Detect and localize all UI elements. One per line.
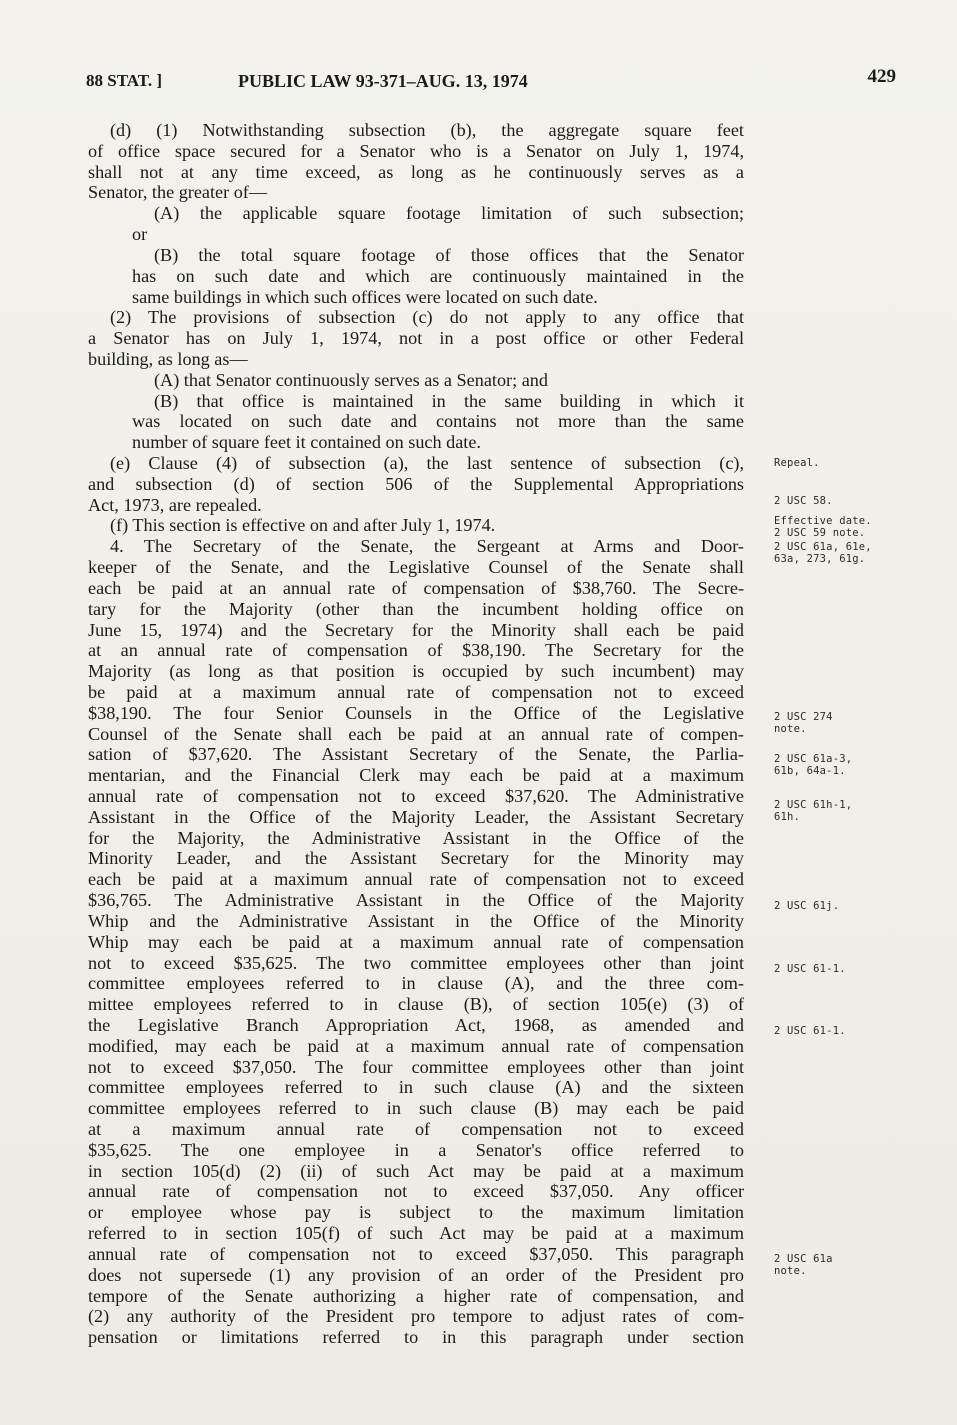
text-line: tary for the Majority (other than the incumbent holding office on [88,598,744,619]
text-line: (e) Clause (4) of subsection (a), the last sentence of subsection (c), [110,453,744,473]
text-line: and subsection (d) of section 506 of the Supplemental Appropriations [88,473,744,494]
text-line: Assistant in the Office of the Majority Leader, the Assistant Secretary [88,806,744,827]
margin-note-citation: 2 USC 61-1. [774,1025,846,1037]
text-line: in section 105(d) (2) (ii) of such Act may be paid at a maximum [88,1160,744,1181]
text-line: Counsel of the Senate shall each be paid at an annual rate of compen- [88,723,744,744]
text-line: (d) (1) Notwithstanding subsection (b), the aggregate square feet [110,120,744,140]
text-line: (2) The provisions of subsection (c) do not apply to any office that [110,307,744,328]
margin-note-citation: 2 USC 61a, 61e, 63a, 273, 61g. [774,541,872,565]
text-line: committee employees referred to in such clause (A) and the sixteen [88,1077,744,1098]
text-line: committee employees referred to in such clause (B) may each be paid [88,1098,744,1119]
text-line: not to exceed $37,050. The four committee employees other than joint [88,1056,744,1077]
text-line: a Senator has on July 1, 1974, not in a post office or other Federal [88,328,744,349]
margin-note-citation: 2 USC 61-1. [774,963,846,975]
body-text [88,120,744,1348]
text-line: Majority (as long as that position is occupied by such incumbent) may [88,661,744,682]
text-line: committee employees referred to in clause (A), and the three com- [88,973,744,994]
text-line: (f) This section is effective on and after July 1, 1974. [110,515,496,536]
text-line: annual rate of compensation not to exceed $37,620. The Administrative [88,786,744,806]
text-line: referred to in section 105(f) of such Act may be paid at a maximum [88,1223,744,1244]
text-line: number of square feet it contained on such date. [132,432,481,453]
text-line: has on such date and which are continuously maintained in the [132,265,744,286]
text-line: $38,190. The four Senior Counsels in the Office of the Legislative [88,702,744,723]
text-line: sation of $37,620. The Assistant Secretary of the Senate, the Parlia- [88,744,744,765]
text-line: Act, 1973, are repealed. [88,494,262,515]
text-line: annual rate of compensation not to exceed $37,050. Any officer [88,1181,744,1202]
text-line: the Legislative Branch Appropriation Act, 1968, as amended and [88,1014,744,1035]
text-line: does not supersede (1) any provision of an order of the President pro [88,1264,744,1285]
running-title: PUBLIC LAW 93-371–AUG. 13, 1974 [238,71,528,91]
text-line: each be paid at a maximum annual rate of compensation not to exceed [88,869,744,890]
margin-note-effective-date: Effective date. 2 USC 59 note. [774,515,872,539]
text-line: (2) any authority of the President pro tempore to adjust rates of com- [88,1306,744,1327]
page-header [86,66,896,96]
text-line: pensation or limitations referred to in this paragraph under section [88,1327,744,1348]
text-line: Whip may each be paid at a maximum annual rate of compensation [88,931,744,952]
margin-note-citation: 2 USC 61h-1, 61h. [774,799,853,823]
text-line: shall not at any time exceed, as long as he continuously serves as a [88,161,744,182]
text-line: (A) the applicable square footage limitation of such subsection; [154,203,744,224]
text-line: June 15, 1974) and the Secretary for the Minority shall each be paid [88,619,744,640]
text-line: mentarian, and the Financial Clerk may each be paid at a maximum [88,765,744,786]
text-line: (A) that Senator continuously serves as a Senator; and [154,369,548,390]
text-line: Whip and the Administrative Assistant in the Office of the Minority [88,910,744,931]
text-line: was located on such date and contains not more than the same [132,411,744,432]
statute-volume: 88 STAT. ] [86,71,163,90]
text-line: keeper of the Senate, and the Legislative Counsel of the Senate shall [88,557,744,578]
text-line: each be paid at an annual rate of compensation of $38,760. The Secre- [88,577,744,598]
margin-note-citation: 2 USC 58. [774,495,833,507]
margin-note-citation: 2 USC 61j. [774,900,840,912]
text-line: (B) the total square footage of those offices that the Senator [154,244,744,265]
margin-note-citation: 2 USC 274 note. [774,711,833,735]
margin-note-citation: 2 USC 61a-3, 61b, 64a-1. [774,753,853,777]
text-line: not to exceed $35,625. The two committee employees other than joint [88,952,744,973]
text-line: $36,765. The Administrative Assistant in the Office of the Majority [88,890,744,911]
margin-note-repeal: Repeal. [774,457,820,469]
page-number: 429 [867,66,896,87]
text-line: 4. The Secretary of the Senate, the Sergeant at Arms and Door- [110,536,744,557]
text-line: Senator, the greater of— [88,182,268,203]
text-line: or [132,224,148,245]
text-line: be paid at a maximum annual rate of compensation not to exceed [88,681,744,702]
text-line: mittee employees referred to in clause (B), of section 105(e) (3) of [88,994,744,1015]
text-line: at an annual rate of compensation of $38,190. The Secretary for the [88,640,744,661]
text-line: annual rate of compensation not to exceed $37,050. This paragraph [88,1243,744,1264]
text-line: (B) that office is maintained in the same building in which it [154,390,744,411]
text-line: modified, may each be paid at a maximum annual rate of compensation [88,1035,744,1056]
text-line: Minority Leader, and the Assistant Secretary for the Minority may [88,848,744,869]
text-line: same buildings in which such offices were located on such date. [132,286,598,307]
text-line: of office space secured for a Senator who is a Senator on July 1, 1974, [88,140,744,161]
text-line: $35,625. The one employee in a Senator's office referred to [88,1139,744,1160]
text-line: at a maximum annual rate of compensation not to exceed [88,1119,744,1139]
text-line: or employee whose pay is subject to the maximum limitation [88,1202,744,1223]
text-line: tempore of the Senate authorizing a higher rate of compensation, and [88,1285,744,1306]
text-line: building, as long as— [88,348,248,369]
text-line: for the Majority, the Administrative Assistant in the Office of the [88,827,744,848]
margin-note-citation: 2 USC 61a note. [774,1253,833,1277]
